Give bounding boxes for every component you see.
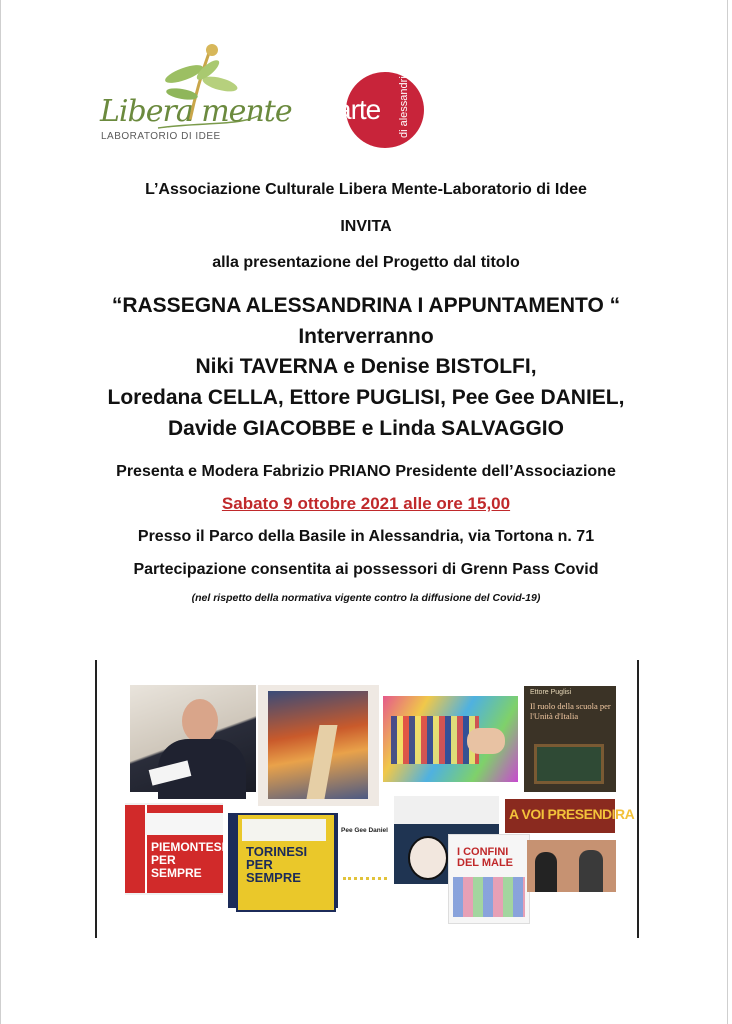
invita-line: INVITA	[340, 218, 392, 235]
event-date	[0, 494, 732, 514]
association-line: L’Associazione Culturale Libera Mente-Laboratorio di Idee	[145, 181, 587, 198]
banner-text: A VOI PRESENDIRA	[509, 806, 635, 822]
book-puglisi-title: Il ruolo della scuola per l'Unità d'Italia	[530, 701, 611, 721]
event-date-text: Sabato 9 ottobre 2021 alle ore 15,00	[221, 494, 511, 513]
covid-note: (nel rispetto della normativa vigente contro la diffusione del Covid-19)	[191, 592, 541, 604]
colorful-artwork	[383, 696, 518, 782]
event-title: “RASSEGNA ALESSANDRINA I APPUNTAMENTO “	[111, 294, 621, 317]
arte-logo-word: arte	[336, 94, 381, 125]
libera-mente-script: Libera mente	[100, 94, 292, 129]
book-puglisi-author: Ettore Puglisi	[530, 689, 572, 696]
book-cover-piemontesi	[125, 803, 226, 895]
photo-man-signing	[130, 685, 256, 792]
interverranno-heading: Interverranno	[298, 325, 434, 348]
moderator-line: Presenta e Modera Fabrizio PRIANO Presidente dell’Associazione	[116, 463, 616, 480]
book-confini-title: I CONFINI DEL MALE	[457, 846, 514, 869]
arte-alessandria-logo	[336, 72, 426, 148]
book-cover-torinesi	[228, 813, 338, 908]
book-cover-pee-gee	[339, 827, 391, 909]
collage-left-rule	[95, 660, 97, 938]
participation-line: Partecipazione consentita ai possessori di Grenn Pass Covid	[133, 561, 599, 578]
venue-line: Presso il Parco della Basile in Alessandria, via Tortona n. 71	[137, 528, 595, 545]
speakers-line-3: Davide GIACOBBE e Linda SALVAGGIO	[168, 417, 564, 440]
banner-image	[505, 799, 635, 833]
book-cover-confini	[448, 834, 530, 924]
libera-mente-subtitle: LABORATORIO DI IDEE	[101, 131, 221, 142]
speakers-line-1: Niki TAVERNA e Denise BISTOLFI,	[195, 355, 537, 378]
book-pee-gee-author: Pee Gee Daniel	[341, 827, 388, 834]
speakers-line-2: Loredana CELLA, Ettore PUGLISI, Pee Gee DANIEL,	[107, 386, 625, 409]
libera-mente-logo	[98, 42, 292, 142]
arte-logo-side-text: di alessandria	[398, 70, 410, 138]
photo-two-people	[527, 840, 616, 892]
book-piemontesi-title: PIEMONTESI PER SEMPRE	[151, 840, 226, 880]
book-cover-puglisi	[524, 686, 616, 792]
collage-right-rule	[637, 660, 639, 938]
book-torinesi-title: TORINESI PER SEMPRE	[246, 844, 308, 885]
presentation-line: alla presentazione del Progetto dal titolo	[212, 254, 520, 271]
painting-street	[258, 685, 379, 806]
